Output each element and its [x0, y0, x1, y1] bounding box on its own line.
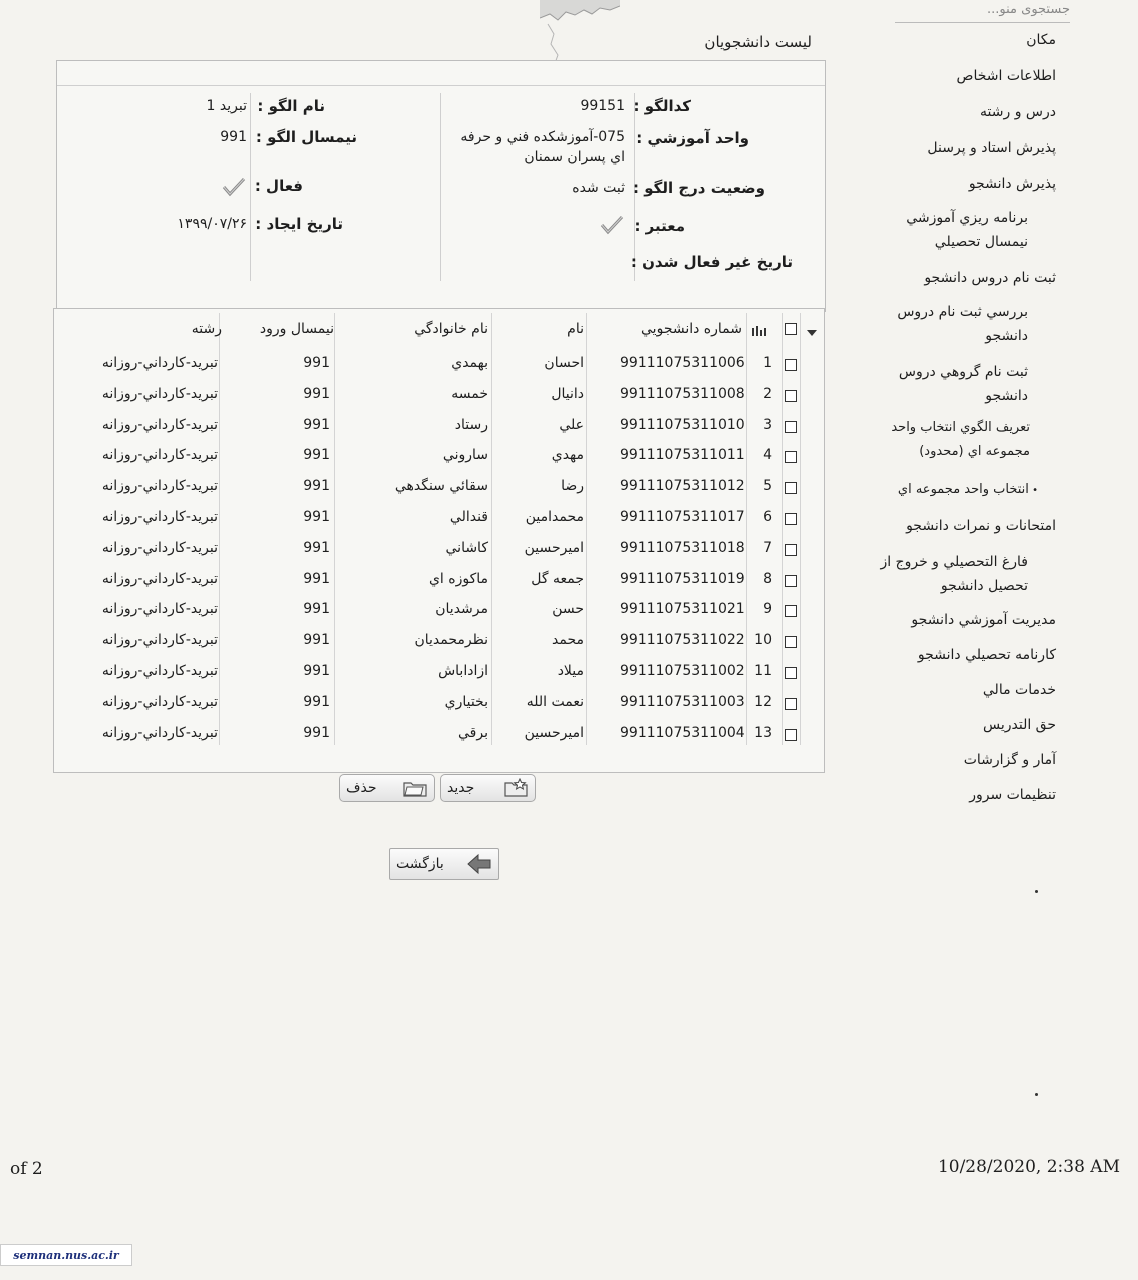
sidebar-item-student-admission[interactable]: پذيرش دانشجو — [968, 176, 1056, 192]
table-row[interactable] — [54, 723, 824, 753]
column-header-student-id[interactable]: شماره دانشجويي — [641, 321, 742, 337]
print-datetime: 10/28/2020, 2:38 AM — [937, 1157, 1120, 1177]
student-id-cell: 99111075311003 — [620, 693, 745, 710]
row-checkbox[interactable] — [785, 575, 797, 587]
table-row[interactable] — [54, 661, 824, 691]
row-number: 11 — [754, 663, 772, 679]
back-button[interactable] — [389, 848, 499, 880]
row-checkbox[interactable] — [785, 482, 797, 494]
last-name-cell: سقائي سنگدهي — [394, 478, 488, 495]
major-cell: تبريد-کارداني-روزانه — [101, 385, 218, 402]
table-row[interactable] — [54, 476, 824, 506]
entry-term-cell: 991 — [303, 509, 330, 525]
sidebar-item-group-registration[interactable]: ثبت نام گروهي دروس دانشجو — [898, 364, 1028, 404]
first-name-cell: دانيال — [551, 385, 584, 402]
entry-term-cell: 991 — [303, 693, 330, 710]
last-name-cell: برقي — [458, 724, 488, 741]
insert-status-label: وضعيت درج الگو : — [633, 179, 765, 197]
student-id-cell: 99111075311018 — [620, 539, 745, 556]
table-row[interactable] — [54, 445, 824, 475]
first-name-cell: مهدي — [551, 447, 584, 464]
major-cell: تبريد-کارداني-روزانه — [101, 509, 218, 525]
back-arrow-icon — [466, 853, 492, 875]
row-checkbox[interactable] — [785, 605, 797, 617]
table-row[interactable] — [54, 353, 824, 383]
table-header — [54, 317, 824, 351]
row-number: 6 — [763, 509, 772, 525]
row-number: 10 — [754, 632, 772, 649]
student-id-cell: 99111075311021 — [620, 601, 745, 618]
sidebar-item-financial[interactable]: خدمات مالي — [982, 682, 1056, 698]
last-name-cell: کاشاني — [445, 539, 488, 556]
sidebar-item-education-management[interactable]: مديريت آموزشي دانشجو — [911, 612, 1056, 628]
entry-term-cell: 991 — [303, 663, 330, 679]
back-button-label: بازگشت — [396, 856, 444, 872]
major-cell: تبريد-کارداني-روزانه — [101, 570, 218, 587]
major-cell: تبريد-کارداني-روزانه — [101, 355, 218, 371]
entry-term-cell: 991 — [303, 355, 330, 371]
sidebar-item-location[interactable]: مکان — [1026, 32, 1056, 48]
major-cell: تبريد-کارداني-روزانه — [101, 478, 218, 495]
major-cell: تبريد-کارداني-روزانه — [101, 693, 218, 710]
last-name-cell: مرشديان — [435, 601, 488, 618]
column-header-last-name[interactable]: نام خانوادگي — [414, 321, 488, 337]
student-id-cell: 99111075311011 — [620, 447, 745, 464]
first-name-cell: جمعه گل — [531, 570, 584, 587]
table-row[interactable] — [54, 569, 824, 599]
last-name-cell: خمسه — [451, 385, 488, 402]
divider — [250, 93, 251, 281]
first-name-cell: حسن — [552, 601, 584, 618]
last-name-cell: بختياري — [444, 693, 488, 710]
first-name-cell: نعمت الله — [526, 693, 584, 710]
sidebar-item-exams-grades[interactable]: امتحانات و نمرات دانشجو — [906, 518, 1056, 534]
created-date-label: تاريخ ايجاد : — [255, 215, 343, 233]
sidebar-item-graduation[interactable]: فارغ التحصيلي و خروج از تحصيل دانشجو — [880, 554, 1028, 594]
select-all-checkbox[interactable] — [785, 323, 797, 335]
speck — [1035, 1093, 1038, 1096]
menu-search-input[interactable]: جستجوی منو... — [895, 2, 1070, 23]
student-id-cell: 99111075311004 — [620, 724, 745, 741]
first-name-cell: محمدامين — [525, 509, 584, 525]
row-checkbox[interactable] — [785, 390, 797, 402]
last-name-cell: ازاداباش — [438, 663, 488, 679]
column-header-entry-term[interactable]: نيمسال ورود — [259, 321, 334, 337]
sort-dropdown-icon[interactable] — [806, 329, 818, 337]
new-button[interactable] — [440, 774, 536, 802]
table-row[interactable] — [54, 507, 824, 537]
row-number: 2 — [763, 385, 772, 402]
check-mark-icon — [600, 215, 624, 235]
entry-term-cell: 991 — [303, 601, 330, 618]
first-name-cell: علي — [559, 416, 584, 433]
pattern-term-label: نيمسال الگو : — [255, 128, 357, 146]
student-id-cell: 99111075311008 — [620, 385, 745, 402]
entry-term-cell: 991 — [303, 416, 330, 433]
divider — [440, 93, 441, 281]
entry-term-cell: 991 — [303, 539, 330, 556]
row-checkbox[interactable] — [785, 359, 797, 371]
website-stamp: semnan.nus.ac.ir — [0, 1244, 132, 1266]
sidebar-item-collective-selection[interactable]: • انتخاب واحد مجموعه اي — [856, 478, 1038, 514]
insert-status-value: ثبت شده — [572, 180, 625, 196]
delete-button-label: حذف — [346, 780, 377, 796]
row-number: 9 — [763, 601, 772, 618]
student-id-cell: 99111075311017 — [620, 509, 745, 525]
active-label: فعال : — [254, 177, 303, 195]
valid-label: معتبر : — [634, 217, 685, 235]
table-row[interactable] — [54, 384, 824, 414]
first-name-cell: اميرحسين — [524, 724, 584, 741]
last-name-cell: ماکوزه اي — [428, 570, 488, 587]
last-name-cell: رستاد — [454, 416, 488, 433]
table-row[interactable] — [54, 630, 824, 660]
entry-term-cell: 991 — [303, 632, 330, 649]
row-number: 5 — [763, 478, 772, 495]
pattern-name-label: نام الگو : — [257, 97, 325, 115]
student-id-cell: 99111075311012 — [620, 478, 745, 495]
last-name-cell: قندالي — [449, 509, 488, 525]
sidebar-item-registration-review[interactable]: بررسي ثبت نام دروس دانشجو — [897, 304, 1028, 344]
sidebar-item-transcript[interactable]: کارنامه تحصيلي دانشجو — [917, 647, 1056, 663]
table-row[interactable] — [54, 599, 824, 629]
first-name-cell: اميرحسين — [524, 539, 584, 556]
entry-term-cell: 991 — [303, 724, 330, 741]
row-number: 1 — [763, 355, 772, 371]
table-row[interactable] — [54, 692, 824, 722]
last-name-cell: ساروني — [442, 447, 488, 464]
major-cell: تبريد-کارداني-روزانه — [101, 539, 218, 556]
delete-folder-icon — [402, 778, 428, 798]
student-id-cell: 99111075311019 — [620, 570, 745, 587]
row-checkbox[interactable] — [785, 729, 797, 741]
page-title: ليست دانشجويان — [704, 33, 812, 51]
major-cell: تبريد-کارداني-روزانه — [101, 724, 218, 741]
last-name-cell: بهمدي — [451, 355, 488, 371]
unit-label: واحد آموزشي : — [636, 129, 749, 147]
delete-button[interactable] — [339, 774, 435, 802]
major-cell: تبريد-کارداني-روزانه — [101, 416, 218, 433]
first-name-cell: محمد — [552, 632, 584, 649]
table-row[interactable] — [54, 538, 824, 568]
row-checkbox[interactable] — [785, 451, 797, 463]
new-button-label: جديد — [447, 780, 475, 796]
student-id-cell: 99111075311022 — [620, 632, 745, 649]
first-name-cell: احسان — [544, 355, 584, 371]
sidebar-item-define-pattern[interactable]: تعريف الگوي انتخاب واحد مجموعه اي (محدود) — [891, 420, 1030, 459]
row-checkbox[interactable] — [785, 421, 797, 433]
pattern-name-value: تبريد 1 — [206, 98, 247, 114]
sidebar-item-reports[interactable]: آمار و گزارشات — [963, 752, 1056, 768]
created-date-value: ۱۳۹۹/۰۷/۲۶ — [177, 216, 247, 232]
row-checkbox[interactable] — [785, 698, 797, 710]
table-row[interactable] — [54, 415, 824, 445]
columns-icon[interactable] — [751, 323, 769, 337]
row-number: 3 — [763, 416, 772, 433]
pattern-info-panel — [56, 60, 826, 312]
major-cell: تبريد-کارداني-روزانه — [101, 663, 218, 679]
student-id-cell: 99111075311002 — [620, 663, 745, 679]
sidebar-item-server-settings[interactable]: تنظيمات سرور — [969, 787, 1056, 803]
entry-term-cell: 991 — [303, 570, 330, 587]
student-id-cell: 99111075311010 — [620, 416, 745, 433]
row-checkbox[interactable] — [785, 636, 797, 648]
pattern-term-value: 991 — [220, 129, 247, 145]
page-counter: of 2 — [10, 1159, 43, 1179]
row-checkbox[interactable] — [785, 667, 797, 679]
row-number: 12 — [754, 693, 772, 710]
entry-term-cell: 991 — [303, 385, 330, 402]
row-number: 7 — [763, 539, 772, 556]
column-header-first-name[interactable]: نام — [567, 321, 584, 337]
first-name-cell: ميلاد — [557, 663, 584, 679]
sidebar-item-persons-info[interactable]: اطلاعات اشخاص — [956, 68, 1056, 84]
sidebar-item-course-registration[interactable]: ثبت نام دروس دانشجو — [924, 270, 1056, 286]
major-cell: تبريد-کارداني-روزانه — [101, 447, 218, 464]
row-checkbox[interactable] — [785, 513, 797, 525]
unit-value-line2: اي پسران سمنان — [524, 149, 625, 165]
unit-value-line1: 075-آموزشکده فني و حرفه — [460, 129, 625, 145]
entry-term-cell: 991 — [303, 447, 330, 464]
row-checkbox[interactable] — [785, 544, 797, 556]
student-id-cell: 99111075311006 — [620, 355, 745, 371]
pattern-code-label: کدالگو : — [633, 97, 691, 115]
column-header-major[interactable]: رشته — [191, 321, 222, 337]
check-mark-icon — [222, 177, 246, 197]
entry-term-cell: 991 — [303, 478, 330, 495]
students-table — [53, 308, 825, 773]
new-folder-icon — [503, 778, 529, 798]
row-number: 4 — [763, 447, 772, 464]
sidebar-nav — [856, 28, 1056, 818]
sidebar-item-teaching-fee[interactable]: حق التدريس — [982, 717, 1056, 733]
row-number: 8 — [763, 570, 772, 587]
sidebar-item-courses-majors[interactable]: درس و رشته — [980, 104, 1056, 120]
panel-header — [57, 61, 825, 86]
last-name-cell: نظرمحمديان — [414, 632, 488, 649]
row-number: 13 — [754, 724, 772, 741]
speck — [1035, 890, 1038, 893]
sidebar-item-term-planning[interactable]: برنامه ريزي آموزشي نيمسال تحصيلي — [906, 210, 1028, 250]
pattern-code-value: 99151 — [580, 98, 625, 114]
major-cell: تبريد-کارداني-روزانه — [101, 601, 218, 618]
inactive-date-label: تاريخ غير فعال شدن : — [630, 253, 793, 271]
sidebar-item-staff-admission[interactable]: پذيرش استاد و پرسنل — [927, 140, 1056, 156]
first-name-cell: رضا — [561, 478, 584, 495]
major-cell: تبريد-کارداني-روزانه — [101, 632, 218, 649]
